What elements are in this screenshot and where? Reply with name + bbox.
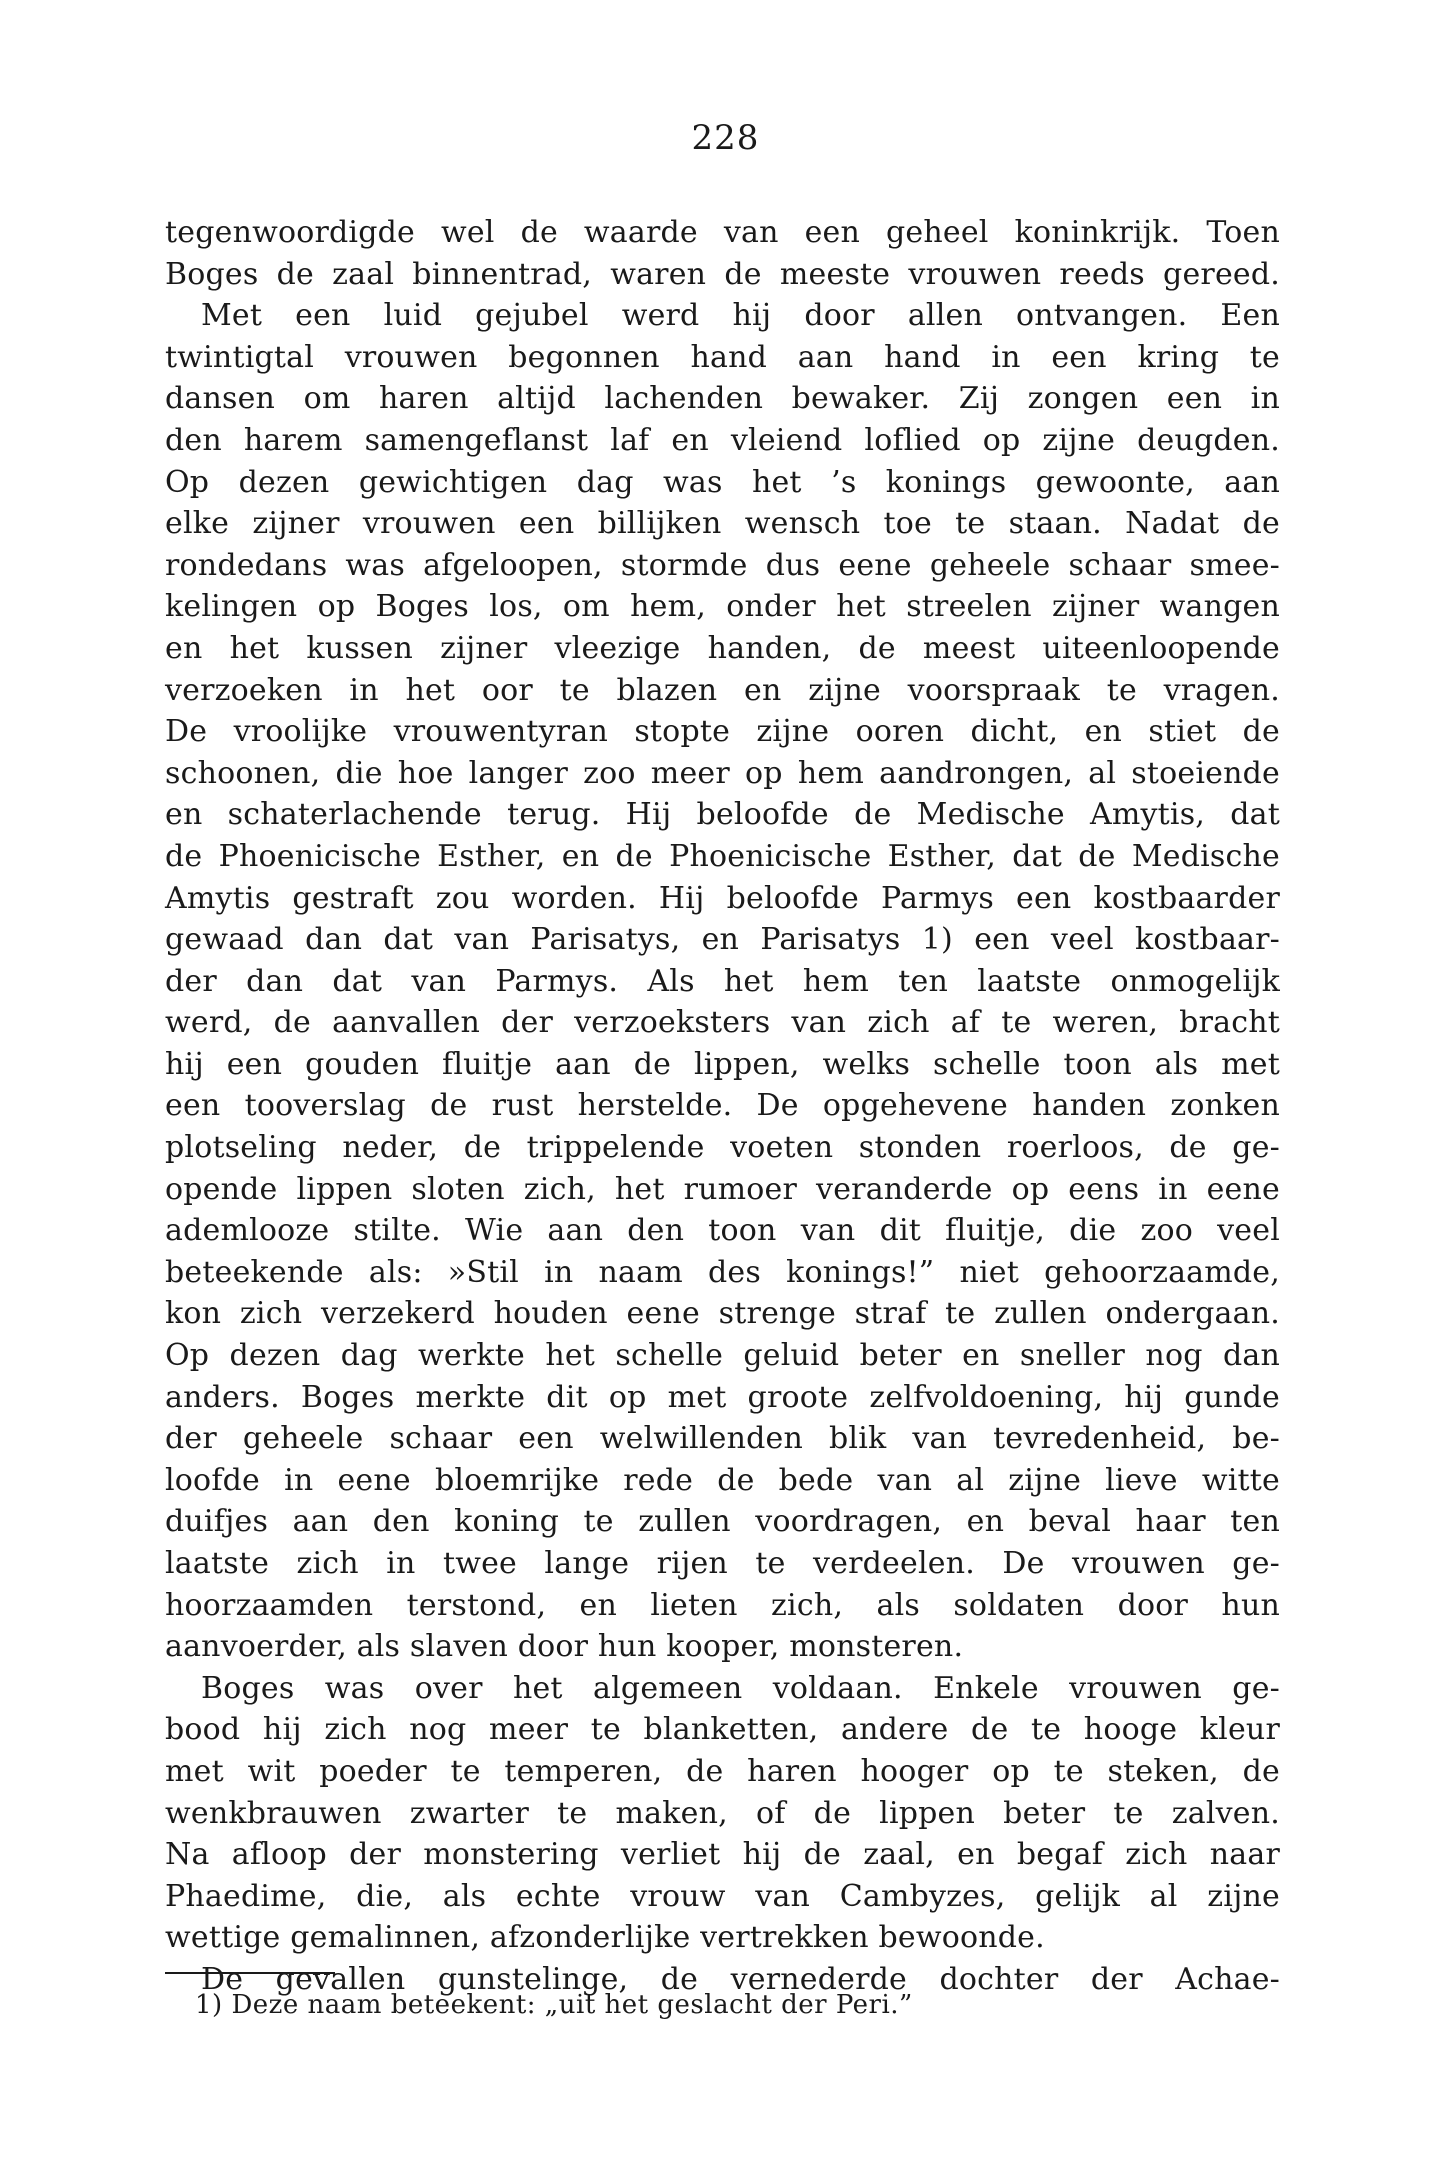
text-line: Na afloop der monstering verliet hij de zaal, en begaf zich naar — [165, 1837, 1280, 1873]
text-line: kon zich verzekerd houden eene strenge straf te zullen ondergaan. — [165, 1296, 1280, 1332]
text-line: kelingen op Boges los, om hem, onder het streelen zijner wangen — [165, 589, 1280, 625]
text-line: ademlooze stilte. Wie aan den toon van dit fluitje, die zoo veel — [165, 1213, 1280, 1249]
text-line: schoonen, die hoe langer zoo meer op hem aandrongen, al stoeiende — [165, 755, 1280, 791]
text-line: werd, de aanvallen der verzoeksters van zich af te weren, bracht — [165, 1005, 1280, 1041]
text-line: duifjes aan den koning te zullen voordragen, en beval haar ten — [165, 1504, 1280, 1540]
text-line: en schaterlachende terug. Hij beloofde de Medische Amytis, dat — [165, 797, 1280, 833]
text-line: beteekende als: »Stil in naam des konings!” niet gehoorzaamde, — [165, 1254, 1280, 1290]
text-line: opende lippen sloten zich, het rumoer veranderde op eens in eene — [165, 1171, 1280, 1207]
text-line: laatste zich in twee lange rijen te verdeelen. De vrouwen ge- — [165, 1546, 1280, 1581]
text-line: Boges was over het algemeen voldaan. Enkele vrouwen ge- — [201, 1670, 1280, 1706]
text-line: der geheele schaar een welwillenden blik van tevredenheid, be- — [165, 1421, 1280, 1457]
text-line: de Phoenicische Esther, en de Phoenicische Esther, dat de Medische — [165, 838, 1280, 874]
text-line: elke zijner vrouwen een billijken wensch toe te staan. Nadat de — [165, 506, 1280, 542]
text-line: Boges de zaal binnentrad, waren de meeste vrouwen reeds gereed. — [165, 256, 1280, 292]
text-line: Op dezen dag werkte het schelle geluid beter en sneller nog dan — [165, 1338, 1280, 1374]
text-line: verzoeken in het oor te blazen en zijne voorspraak te vragen. — [165, 672, 1280, 708]
text-line: rondedans was afgeloopen, stormde dus eene geheele schaar smee- — [165, 547, 1280, 583]
text-line: hij een gouden fluitje aan de lippen, welks schelle toon als met — [165, 1046, 1280, 1082]
footnote-divider — [165, 1972, 335, 1974]
text-line: loofde in eene bloemrijke rede de bede van al zijne lieve witte — [165, 1462, 1280, 1498]
footnote: 1) Deze naam beteekent: „uit het geslacht der Peri.” — [195, 1990, 913, 2020]
text-line: Met een luid gejubel werd hij door allen ontvangen. Een — [201, 298, 1280, 334]
text-line: hoorzaamden terstond, en lieten zich, als soldaten door hun — [165, 1587, 1280, 1623]
text-line: De gevallen gunstelinge, de vernederde dochter der Achae- — [201, 1961, 1280, 1997]
text-line: wettige gemalinnen, afzonderlijke vertrekken bewoonde. — [165, 1920, 1045, 1956]
text-line: een tooverslag de rust herstelde. De opgehevene handen zonken — [165, 1088, 1280, 1124]
text-line: bood hij zich nog meer te blanketten, andere de te hooge kleur — [165, 1712, 1280, 1748]
text-line: Phaedime, die, als echte vrouw van Cambyzes, gelijk al zijne — [165, 1878, 1280, 1914]
text-line: gewaad dan dat van Parisatys, en Parisatys 1) een veel kostbaar- — [165, 922, 1280, 958]
text-line: tegenwoordigde wel de waarde van een geheel koninkrijk. Toen — [165, 215, 1280, 250]
text-line: en het kussen zijner vleezige handen, de meest uiteenloopende — [165, 630, 1280, 666]
text-line: met wit poeder te temperen, de haren hooger op te steken, de — [165, 1753, 1280, 1789]
page-number: 228 — [691, 118, 760, 158]
text-line: Amytis gestraft zou worden. Hij beloofde Parmys een kostbaarder — [165, 880, 1280, 916]
text-line: twintigtal vrouwen begonnen hand aan hand in een kring te — [165, 339, 1280, 375]
text-line: Op dezen gewichtigen dag was het ’s konings gewoonte, aan — [165, 464, 1280, 500]
text-line: wenkbrauwen zwarter te maken, of de lippen beter te zalven. — [165, 1795, 1280, 1831]
body-text — [165, 212, 1280, 2001]
text-line: plotseling neder, de trippelende voeten stonden roerloos, de ge- — [165, 1130, 1280, 1166]
text-line: dansen om haren altijd lachenden bewaker. Zij zongen een in — [165, 381, 1280, 417]
text-line: den harem samengeflanst laf en vleiend loflied op zijne deugden. — [165, 422, 1280, 458]
text-line: aanvoerder, als slaven door hun kooper, monsteren. — [165, 1629, 964, 1665]
text-line: De vroolijke vrouwentyran stopte zijne ooren dicht, en stiet de — [165, 714, 1280, 750]
text-line: anders. Boges merkte dit op met groote zelfvoldoening, hij gunde — [165, 1379, 1280, 1415]
text-line: der dan dat van Parmys. Als het hem ten laatste onmogelijk — [165, 963, 1280, 999]
